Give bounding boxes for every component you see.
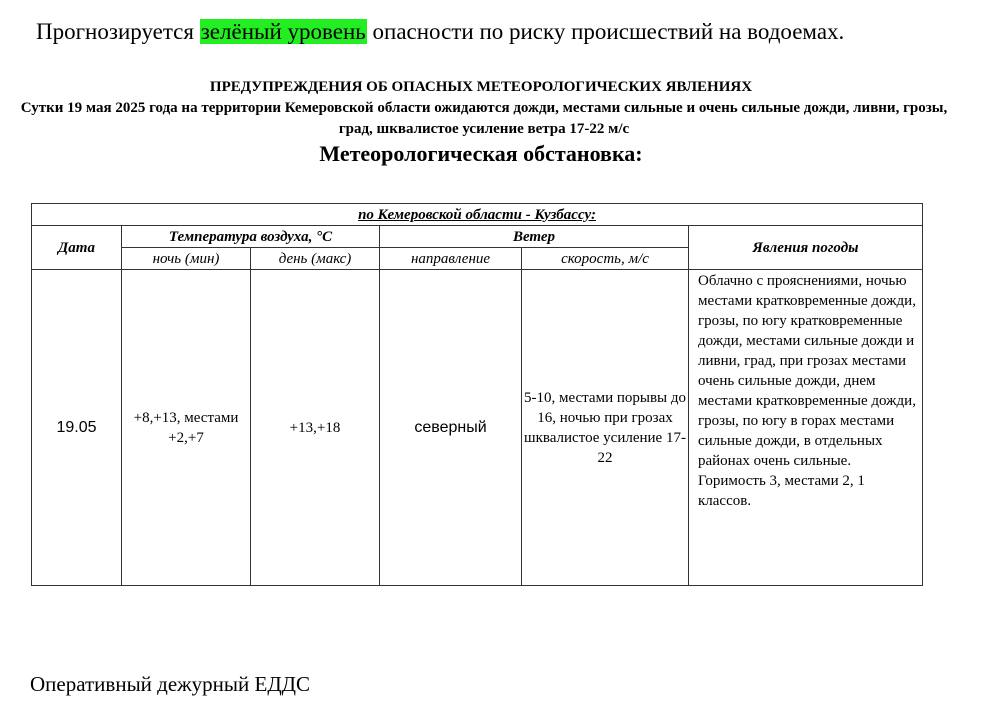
region-row bbox=[32, 204, 923, 226]
meteo-title: Метеорологическая обстановка: bbox=[319, 141, 643, 166]
wind-header: Ветер bbox=[380, 226, 689, 248]
wind-direction-cell: северный bbox=[380, 270, 522, 586]
region-header: по Кемеровской области - Кузбассу: bbox=[32, 204, 923, 226]
headline-prefix: Прогнозируется bbox=[36, 19, 194, 44]
day-temp-cell: +13,+18 bbox=[251, 270, 380, 586]
day-header: день (макс) bbox=[251, 248, 380, 270]
speed-header: скорость, м/с bbox=[522, 248, 689, 270]
warnings-title: ПРЕДУПРЕЖДЕНИЯ ОБ ОПАСНЫХ МЕТЕОРОЛОГИЧЕСКИХ ЯВЛЕНИЯХ bbox=[209, 79, 753, 95]
duty-officer-signature: Оперативный дежурный ЕДДС bbox=[30, 672, 311, 696]
direction-header: направление bbox=[380, 248, 522, 270]
phenomena-header: Явления погоды bbox=[689, 226, 923, 270]
forecast-table bbox=[31, 203, 923, 586]
night-temp-cell: +8,+13, местами +2,+7 bbox=[122, 270, 251, 586]
phenomena-cell: Облачно с прояснениями, ночью местами кратковременные дожди, грозы, по югу кратковременные дожди, местами сильные дожди и ливни, град, при грозах местами очень сильные дожди, днем местами кратковременные дожди, грозы, по югу в горах местами сильные дожди, в отдельных районах очень сильные. Горимость 3, местами 2, 1 классов. bbox=[689, 270, 923, 586]
temperature-header: Температура воздуха, °С bbox=[122, 226, 380, 248]
table-row bbox=[32, 270, 923, 586]
headline-suffix: опасности по риску происшествий на водоемах. bbox=[372, 19, 845, 44]
water-danger-headline bbox=[36, 16, 844, 48]
night-header: ночь (мин) bbox=[122, 248, 251, 270]
date-cell: 19.05 bbox=[32, 270, 122, 586]
wind-speed-cell: 5-10, местами порывы до 16, ночью при грозах шквалистое усиление 17-22 bbox=[522, 270, 689, 586]
header-row-1 bbox=[32, 226, 923, 248]
date-header: Дата bbox=[32, 226, 122, 270]
danger-level-highlight: зелёный уровень bbox=[200, 19, 366, 44]
warnings-text: Сутки 19 мая 2025 года на территории Кемеровской области ожидаются дожди, местами сильные и очень сильные дожди, ливни, грозы, град, шквалистое усиление ветра 17-22 м/с bbox=[20, 100, 948, 137]
